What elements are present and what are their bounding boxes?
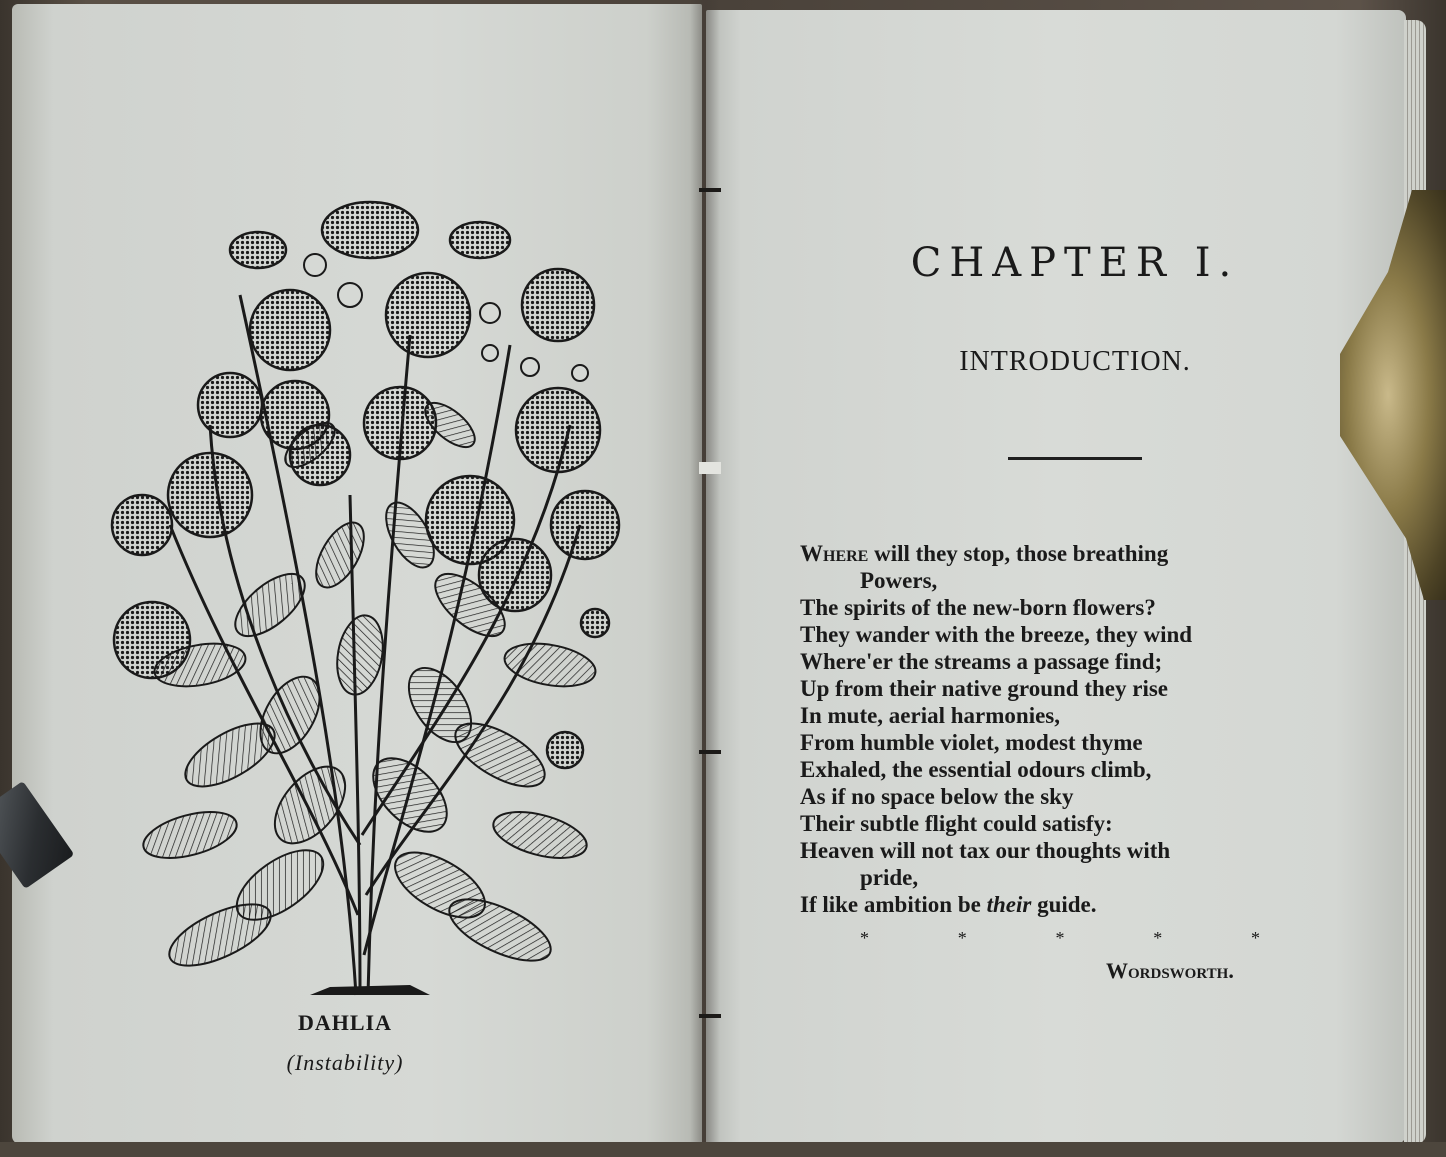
ornament-star: *	[1153, 928, 1163, 948]
binding-stitch	[699, 462, 721, 474]
poem-attribution: Wordsworth.	[1106, 958, 1234, 983]
poem-first-word: Where	[800, 541, 869, 566]
divider-rule	[1008, 457, 1142, 460]
poem-line	[800, 540, 1360, 567]
poem-line: They wander with the breeze, they wind	[800, 622, 1193, 647]
poem-line: From humble violet, modest thyme	[800, 730, 1143, 755]
poem-line	[800, 891, 1360, 918]
illustration-caption: DAHLIA	[297, 1010, 392, 1035]
poem-line: In mute, aerial harmonies,	[800, 703, 1061, 728]
dahlia-illustration	[110, 195, 630, 1005]
poem-line: Where'er the streams a passage find;	[800, 649, 1163, 674]
binding-stitch	[699, 188, 721, 192]
ornament-row	[860, 928, 1260, 948]
binding-stitch	[699, 750, 721, 754]
illustration-meaning: (Instability)	[286, 1050, 404, 1075]
poem-line: Powers,	[860, 568, 938, 593]
ornament-star: *	[1251, 928, 1260, 948]
chapter-subtitle: INTRODUCTION.	[959, 346, 1191, 377]
poem-line: Exhaled, the essential odours climb,	[800, 757, 1152, 782]
poem-line: Their subtle flight could satisfy:	[800, 811, 1113, 836]
book-bottom-edge	[0, 1142, 1446, 1157]
book-gutter	[690, 0, 720, 1157]
poem-line: Heaven will not tax our thoughts with	[800, 838, 1171, 863]
poem-line: As if no space below the sky	[800, 784, 1074, 809]
ornament-star: *	[1055, 928, 1065, 948]
poem-line: The spirits of the new-born flowers?	[800, 595, 1156, 620]
poem	[800, 540, 1360, 918]
chapter-title: CHAPTER I.	[910, 240, 1240, 286]
poem-emphasis: their	[986, 892, 1032, 917]
ornament-star: *	[860, 928, 869, 948]
poem-line: pride,	[860, 865, 919, 890]
binding-stitch	[699, 1014, 721, 1018]
poem-line: Up from their native ground they rise	[800, 676, 1168, 701]
poem-line-text: guide.	[1031, 892, 1097, 917]
poem-line-text: will they stop, those breathing	[868, 541, 1169, 566]
ornament-star: *	[957, 928, 967, 948]
poem-line-text: If like ambition be	[800, 892, 987, 917]
